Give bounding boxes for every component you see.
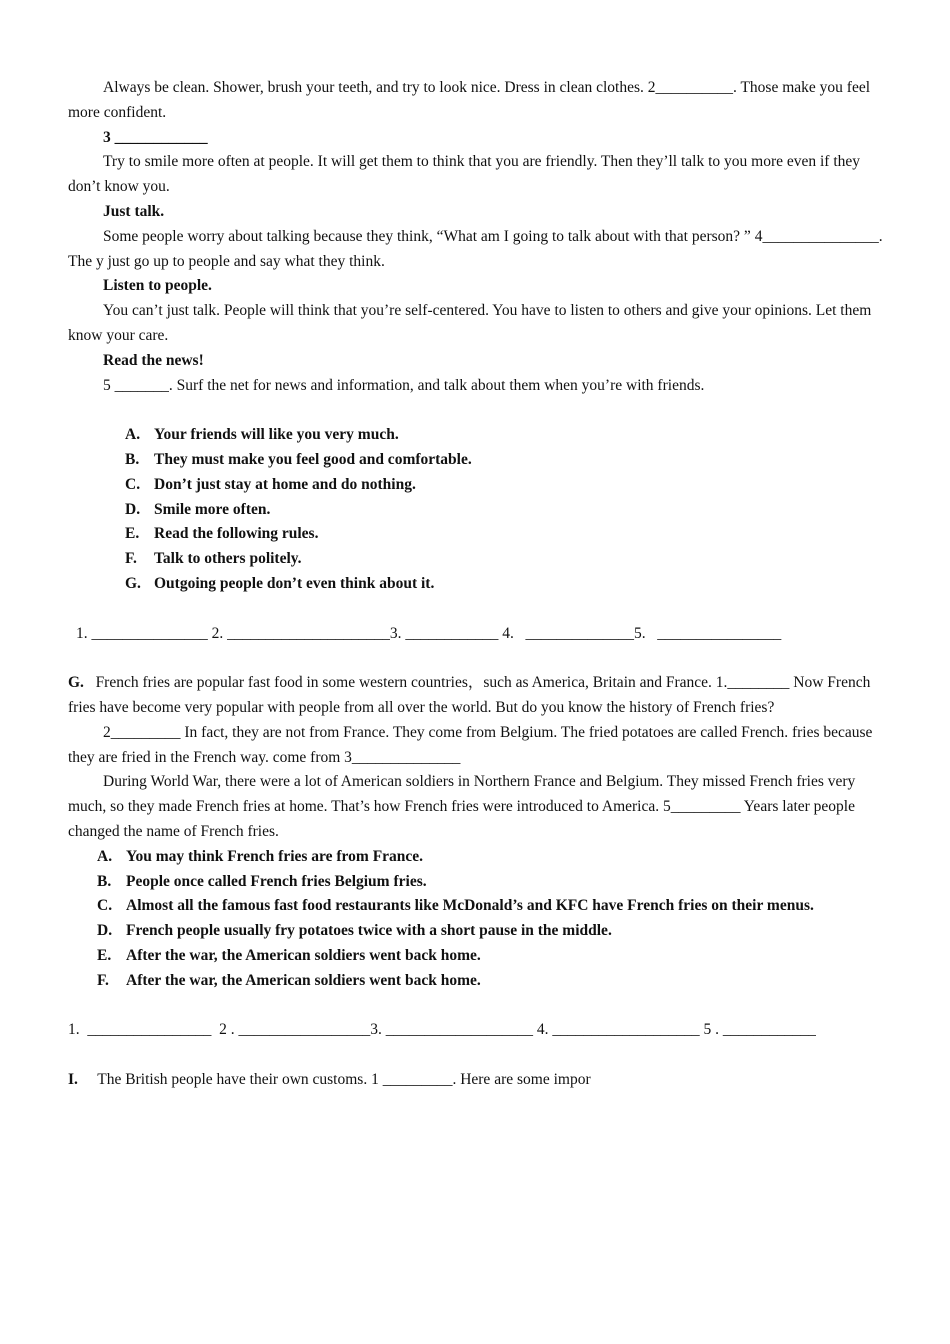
passage-f-paragraph-4: You can’t just talk. People will think that you’re self-centered. You have to listen to others and give your opinions. Let them know your care. — [68, 302, 872, 344]
option-letter: E. — [125, 525, 140, 543]
option-text: French people usually fry potatoes twice with a short pause in the middle. — [126, 922, 612, 940]
passage-i-text-1: The British people have their own customs. 1 _________. Here are some impor — [97, 1070, 591, 1088]
option-item — [97, 870, 883, 895]
section-i-label: I. — [68, 1070, 78, 1088]
option-letter: D. — [97, 922, 113, 940]
passage-g-paragraph-3: During World War, there were a lot of American soldiers in Northern France and Belgium. They missed French fries very much, so they made French fries at home. That’s how French fries were introduced to America. 5_________ Years later people changed the name of French fries. — [68, 773, 856, 840]
section-g-label: G. — [68, 674, 84, 692]
option-item — [97, 919, 883, 944]
option-letter: G. — [125, 574, 141, 592]
option-item — [125, 522, 883, 547]
answer-line-f: 1. _______________ 2. _____________________3. ____________ 4. ______________5. ________________ — [76, 624, 782, 642]
option-text: They must make you feel good and comfortable. — [154, 450, 472, 468]
option-letter: F. — [125, 550, 137, 568]
passage-f-paragraph-5: 5 _______. Surf the net for news and information, and talk about them when you’re with friends. — [103, 376, 705, 394]
option-letter: B. — [97, 872, 112, 890]
passage-f-paragraph-3: Some people worry about talking because they think, “What am I going to talk about with that person? ” 4_______________. The y just go up to people and say what they think. — [68, 227, 883, 270]
option-item — [125, 448, 883, 473]
passage-f-heading-read-news: Read the news! — [103, 351, 204, 369]
option-letter: A. — [97, 847, 113, 865]
option-letter: B. — [125, 450, 140, 468]
option-text: Don’t just stay at home and do nothing. — [154, 475, 416, 493]
passage-f-paragraph-1: Always be clean. Shower, brush your teeth, and try to look nice. Dress in clean clothes. 2__________. Those make you feel more confident. — [68, 79, 871, 121]
passage-i-paragraph-1 — [68, 1068, 883, 1093]
options-list-f — [68, 423, 883, 597]
option-text: You may think French fries are from France. — [126, 847, 424, 865]
option-text: Read the following rules. — [154, 525, 319, 543]
option-letter: E. — [97, 946, 112, 964]
option-item — [97, 969, 883, 994]
passage-f-blank-3: 3 ____________ — [103, 128, 208, 146]
option-text: People once called French fries Belgium fries. — [126, 872, 427, 890]
passage-g-text-1: French fries are popular fast food in some western countries，such as America, Britain and France. 1.________ Now French fries have become very popular with people from all over the world. But do you know the history of French fries? — [68, 674, 871, 716]
options-list-g — [68, 845, 883, 994]
option-letter: C. — [125, 475, 141, 493]
option-text: Almost all the famous fast food restaurants like McDonald’s and KFC have French fries on their menus. — [126, 897, 814, 915]
option-item — [97, 944, 883, 969]
option-text: Your friends will like you very much. — [154, 426, 399, 444]
option-letter: A. — [125, 426, 141, 444]
option-text: Smile more often. — [154, 500, 271, 518]
option-text: After the war, the American soldiers went back home. — [126, 971, 481, 989]
option-text: Outgoing people don’t even think about it. — [154, 574, 435, 592]
option-item — [125, 423, 883, 448]
answer-line-g: 1. ________________ 2 . _________________3. ___________________ 4. ___________________ 5 . ____________ — [68, 1021, 816, 1039]
option-text: After the war, the American soldiers went back home. — [126, 946, 481, 964]
option-letter: D. — [125, 500, 141, 518]
option-item — [125, 547, 883, 572]
option-letter: F. — [97, 971, 109, 989]
worksheet-page — [68, 76, 883, 1093]
option-item — [97, 894, 883, 919]
passage-f-heading-listen: Listen to people. — [103, 277, 212, 295]
option-item — [97, 845, 883, 870]
passage-f-paragraph-2: Try to smile more often at people. It will get them to think that you are friendly. Then they’ll talk to you more even if they don’t know you. — [68, 153, 861, 196]
option-item — [125, 473, 883, 498]
option-letter: C. — [97, 897, 113, 915]
option-text: Talk to others politely. — [154, 550, 302, 568]
option-item — [125, 572, 883, 597]
option-item — [125, 498, 883, 523]
passage-g-paragraph-2: 2_________ In fact, they are not from France. They come from Belgium. The fried potatoes are called French. fries because they are fried in the French way. come from 3______________ — [68, 723, 873, 766]
passage-g-paragraph-1 — [68, 671, 883, 721]
passage-f-heading-just-talk: Just talk. — [103, 202, 165, 220]
